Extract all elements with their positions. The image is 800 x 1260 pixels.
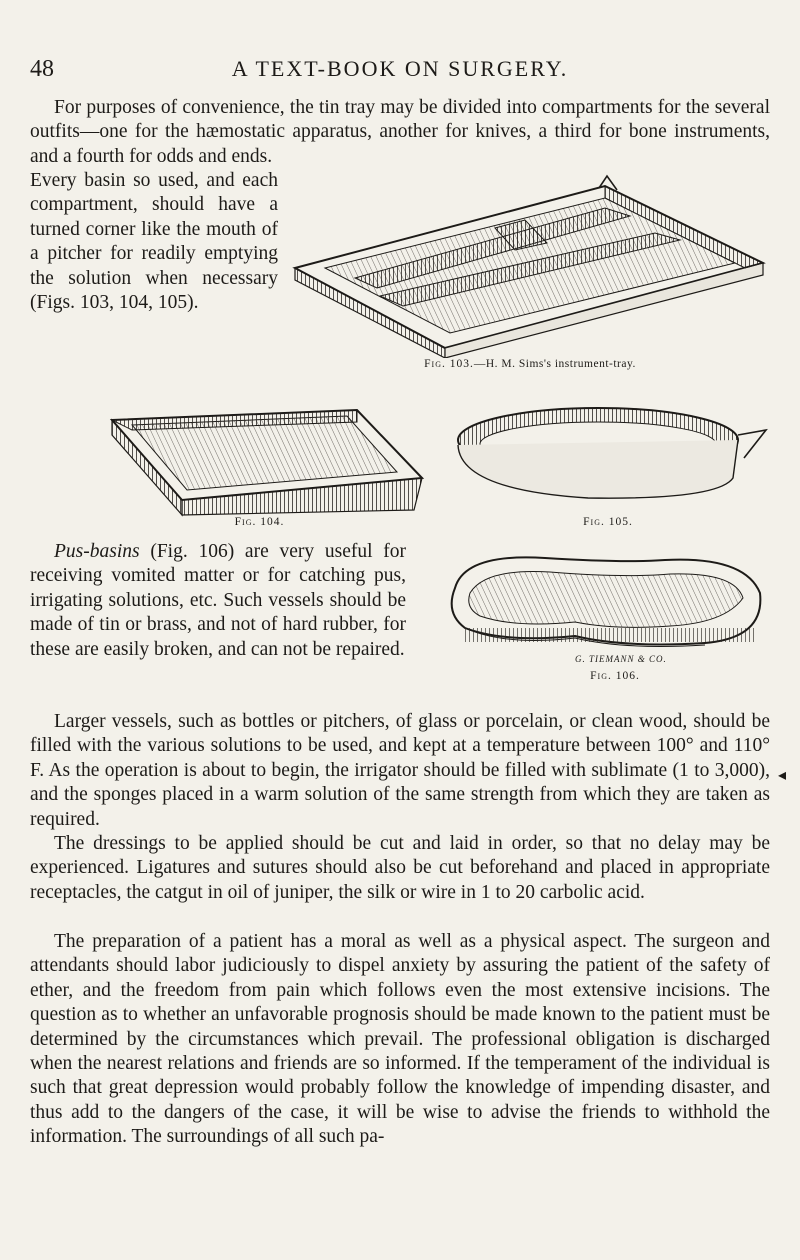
running-title: A TEXT-BOOK ON SURGERY. [231,56,569,81]
figure-106 [425,548,770,698]
paragraph-preparation: The preparation of a patient has a moral as well as a physical aspect. The surgeon and attendants should labor judiciously to dispel anxiety by assuring the patient of the safety of ether, and the freedom from pain which follows even the most extensive incisions. The question as to whether an unfavorable prognosis should be made known to the patient must be determined by the circumstances which prevail. The professional obligation is discharged when the nearest relations and friends are so informed. If the temperament of the individual is such that great depression would probably follow the knowledge of impending disaster, and thus add to the dangers of the case, it will be wise to advise the friends to withhold the information. The surroundings of all such pa- [30,931,770,1148]
page-header [30,56,770,86]
figure-105 [448,400,768,532]
figure-103-caption-text: —H. M. Sims's instrument-tray. [473,358,636,370]
pus-basin-illustration [425,548,770,660]
intro-paragraph: For purposes of convenience, the tin tray may be divided into compartments for the several outfits—one for the hæmostatic apparatus, another for knives, a third for bone instruments, and a fourth for odds and ends. [30,97,770,167]
oval-basin-illustration [448,400,768,518]
figure-106-label: Fig. 106. [590,670,640,682]
basin-paragraph: Every basin so used, and each compartment, should have a turned corner like the mouth of a pitcher for readily emptying the solution when necessary (Figs. 103, 104, 105). [30,170,278,314]
figure-103 [285,168,775,378]
figure-104-label: Fig. 104. [234,516,285,528]
engraver-credit: G. TIEMANN & CO. [575,654,667,664]
instrument-tray-illustration [285,168,775,358]
page-number: 48 [30,56,54,82]
figure-103-caption [285,358,775,370]
pus-basins-paragraph [30,540,406,662]
figure-104 [92,400,427,532]
figure-106-caption [565,670,665,682]
pus-basins-term: Pus-basins [54,541,140,562]
pus-basins-text: (Fig. 106) are very useful for receiving vomited matter or for catching pus, irrigating solutions, etc. Such vessels should be made of tin or brass, and not of hard rubber, for these are easily broken, and can not be repaired. [30,541,406,660]
paragraph-dressings: The dressings to be applied should be cut and laid in order, so that no delay may be experienced. Ligatures and sutures should also be cut beforehand and placed in appropriate receptacles, the catgut in oil of juniper, the silk or wire in 1 to 20 carbolic acid. [30,833,770,903]
figure-103-label: Fig. 103. [424,358,474,370]
rectangular-basin-illustration [92,400,427,518]
margin-mark: ◂ [778,767,787,784]
figure-105-caption [448,516,768,528]
figure-105-label: Fig. 105. [583,516,633,528]
paragraph-larger-vessels: Larger vessels, such as bottles or pitchers, of glass or porcelain, or clean wood, should be filled with the various solutions to be used, and kept at a temperature between 100° and 110° F. As the operation is about to begin, the irrigator should be filled with sublimate (1 to 3,000), and the sponges placed in a warm solution of the same strength from which they are taken as required. [30,711,770,830]
figure-104-caption [92,516,427,528]
